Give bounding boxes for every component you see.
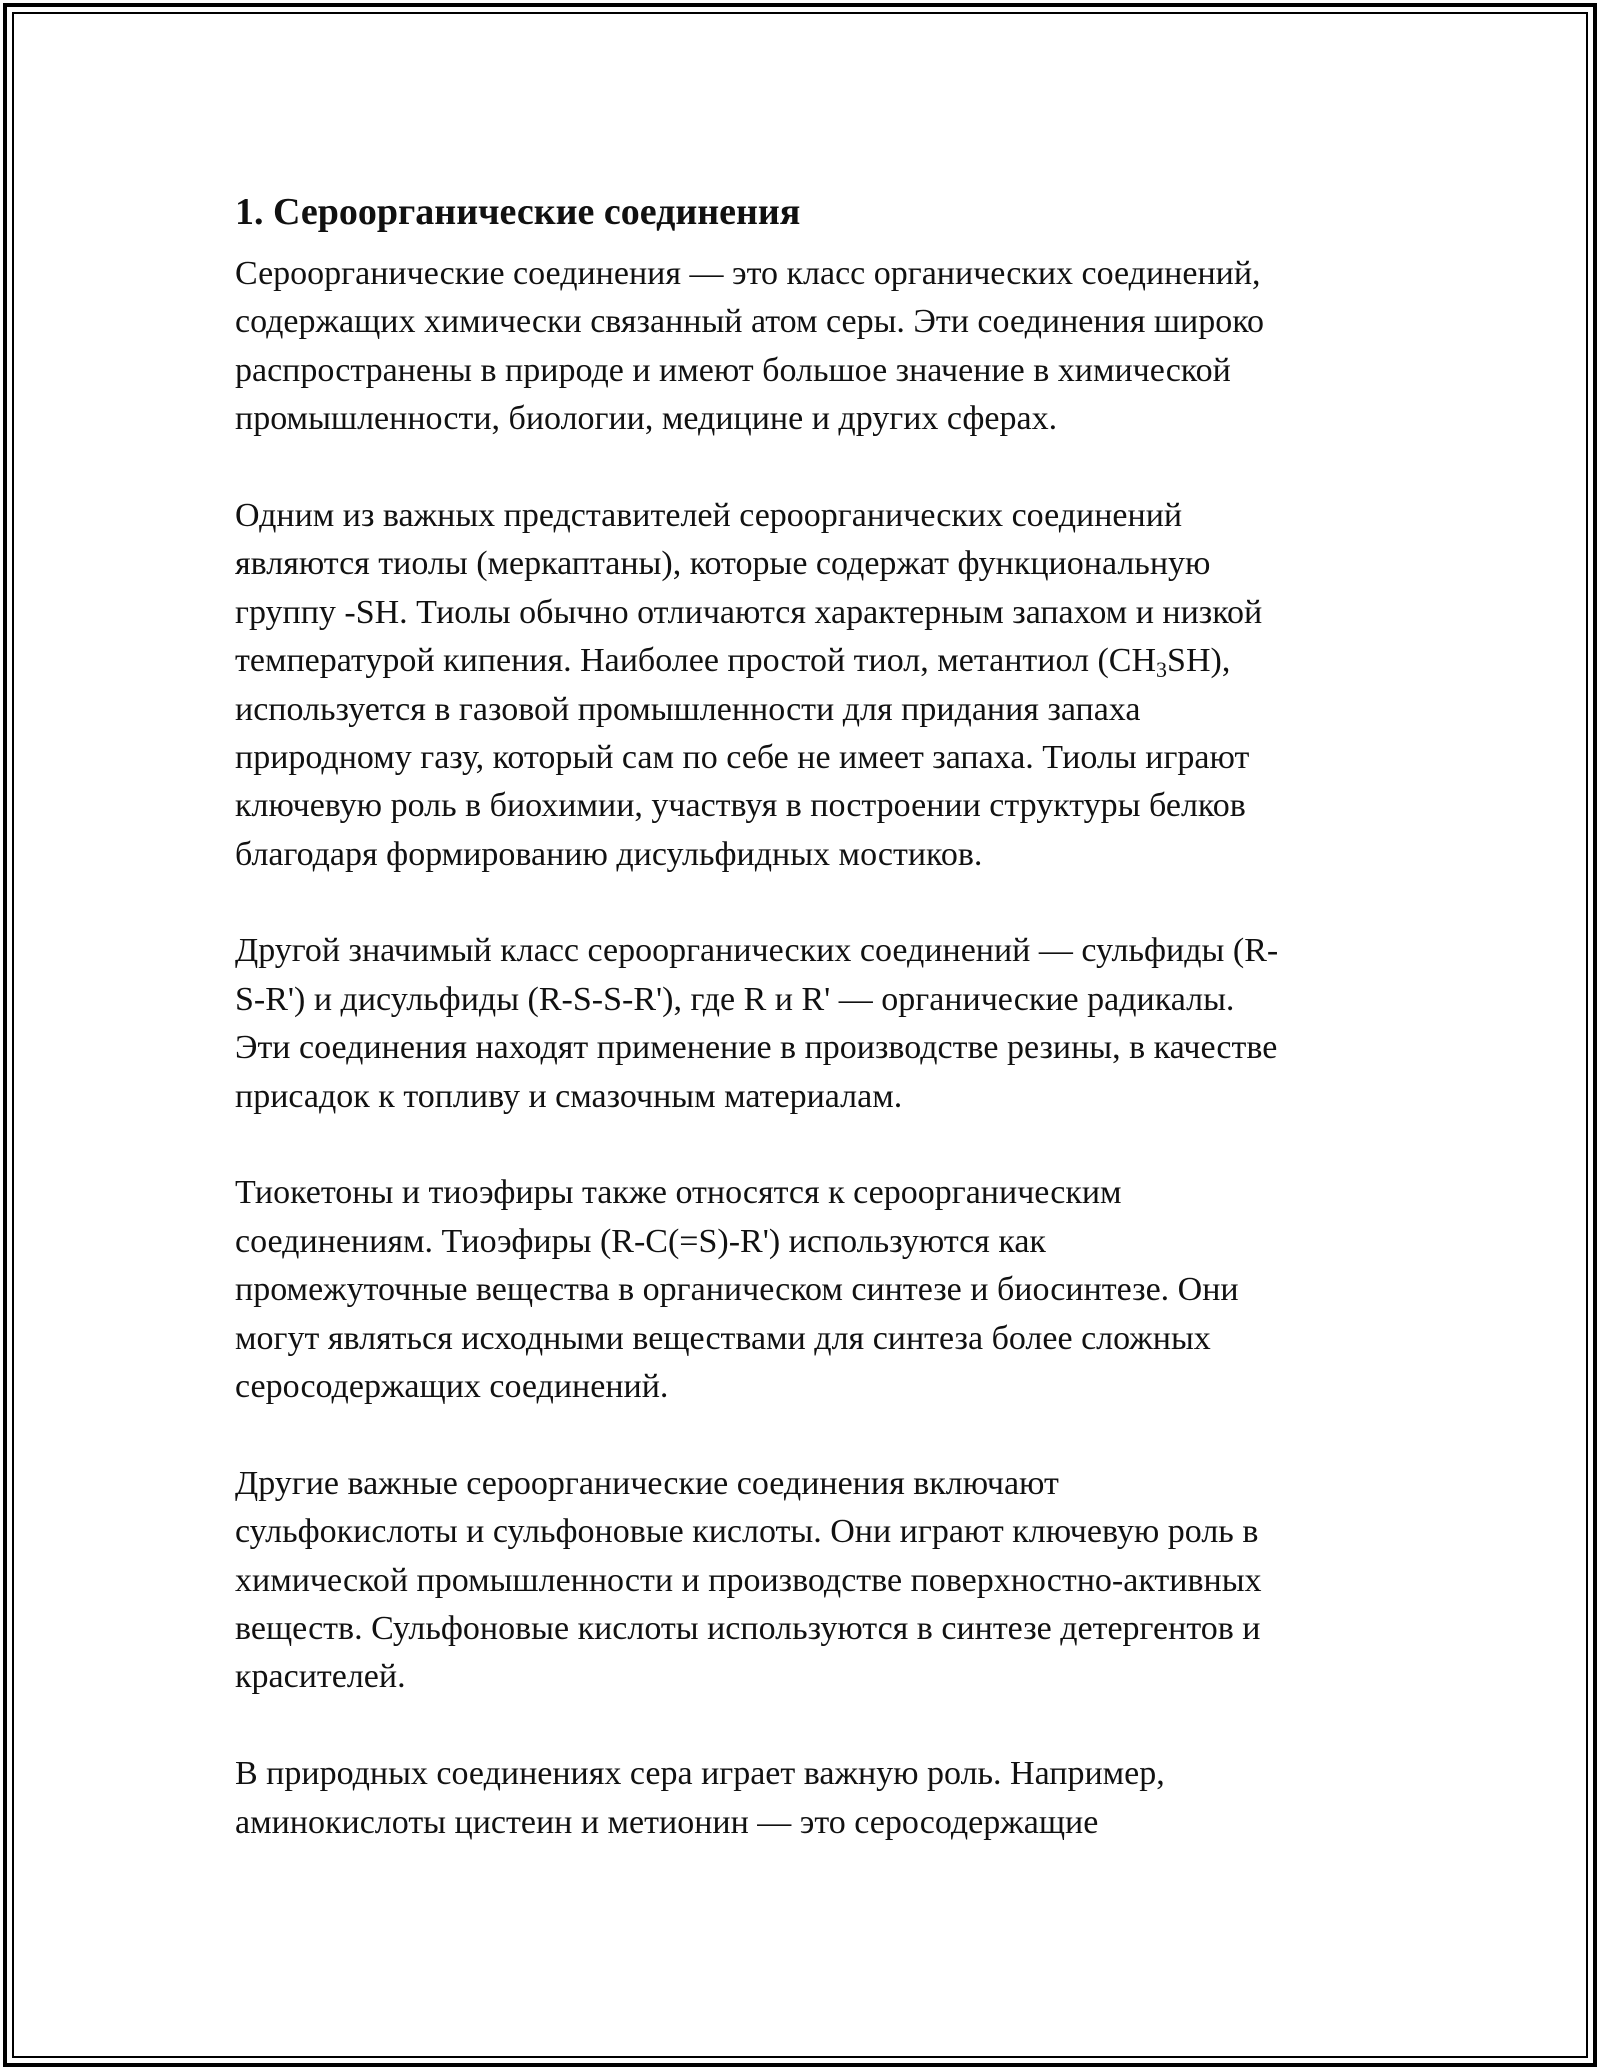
paragraph-spacer	[235, 1121, 1370, 1169]
paragraph-line: Другой значимый класс сероорганических соединений — сульфиды (R-	[235, 932, 1279, 970]
paragraph-line: Эти соединения находят применение в производстве резины, в качестве	[235, 1029, 1278, 1067]
paragraph-spacer	[235, 879, 1370, 927]
paragraph-6	[235, 1750, 1370, 1847]
paragraph-line: природному газу, который сам по себе не имеет запаха. Тиолы играют	[235, 738, 1250, 776]
paragraph-line: аминокислоты цистеин и метионин — это серосодержащие	[235, 1803, 1099, 1841]
paragraph-line: используется в газовой промышленности для придания запаха	[235, 690, 1141, 728]
paragraph-spacer	[235, 1702, 1370, 1750]
paragraph-line: красителей.	[235, 1658, 406, 1696]
paragraph-line: серосодержащих соединений.	[235, 1367, 669, 1405]
paragraph-1	[235, 250, 1370, 444]
paragraph-line: ключевую роль в биохимии, участвуя в построении структуры белков	[235, 787, 1246, 825]
paragraph-line: промышленности, биологии, медицине и других сферах.	[235, 400, 1058, 438]
paragraph-spacer	[235, 1411, 1370, 1459]
paragraph-line-formula	[235, 637, 1370, 685]
paragraph-line: сульфокислоты и сульфоновые кислоты. Они играют ключевую роль в	[235, 1513, 1259, 1551]
paragraph-line: распространены в природе и имеют большое значение в химической	[235, 351, 1231, 389]
formula-subscript: 3	[1156, 657, 1168, 683]
paragraph-line: являются тиолы (меркаптаны), которые содержат функциональную	[235, 545, 1211, 583]
paragraph-line: В природных соединениях сера играет важную роль. Например,	[235, 1755, 1165, 1793]
paragraph-line: благодаря формированию дисульфидных мостиков.	[235, 835, 983, 873]
paragraph-line: могут являться исходными веществами для синтеза более сложных	[235, 1319, 1211, 1357]
paragraph-line: веществ. Сульфоновые кислоты используются в синтезе детергентов и	[235, 1609, 1261, 1647]
formula-line-text: температурой кипения. Наиболее простой тиол, метантиол (CH	[235, 642, 1157, 680]
document-content	[235, 188, 1370, 1847]
paragraph-5	[235, 1460, 1370, 1702]
paragraph-line: Другие важные сероорганические соединения включают	[235, 1464, 1059, 1502]
paragraph-line: S-R') и дисульфиды (R-S-S-R'), где R и R' — органические радикалы.	[235, 980, 1235, 1018]
paragraph-4	[235, 1169, 1370, 1411]
formula-tail: SH),	[1167, 642, 1231, 680]
paragraph-2	[235, 492, 1370, 879]
paragraph-line: Сероорганические соединения — это класс органических соединений,	[235, 255, 1261, 292]
paragraph-line: присадок к топливу и смазочным материалам.	[235, 1077, 903, 1115]
paragraph-line: соединениям. Тиоэфиры (R-C(=S)-R') используются как	[235, 1222, 1046, 1260]
paragraph-line: группу -SH. Тиолы обычно отличаются характерным запахом и низкой	[235, 593, 1263, 631]
paragraph-line: промежуточные вещества в органическом синтезе и биосинтезе. Они	[235, 1271, 1239, 1309]
paragraph-line: химической промышленности и производстве поверхностно-активных	[235, 1561, 1262, 1599]
paragraph-spacer	[235, 444, 1370, 492]
paragraph-line: Одним из важных представителей сероорганических соединений	[235, 496, 1183, 534]
document-title: 1. Сероорганические соединения	[235, 191, 801, 233]
paragraph-line: содержащих химически связанный атом серы. Эти соединения широко	[235, 303, 1265, 341]
paragraph-3	[235, 927, 1370, 1121]
paragraph-line: Тиокетоны и тиоэфиры также относятся к сероорганическим	[235, 1174, 1122, 1212]
